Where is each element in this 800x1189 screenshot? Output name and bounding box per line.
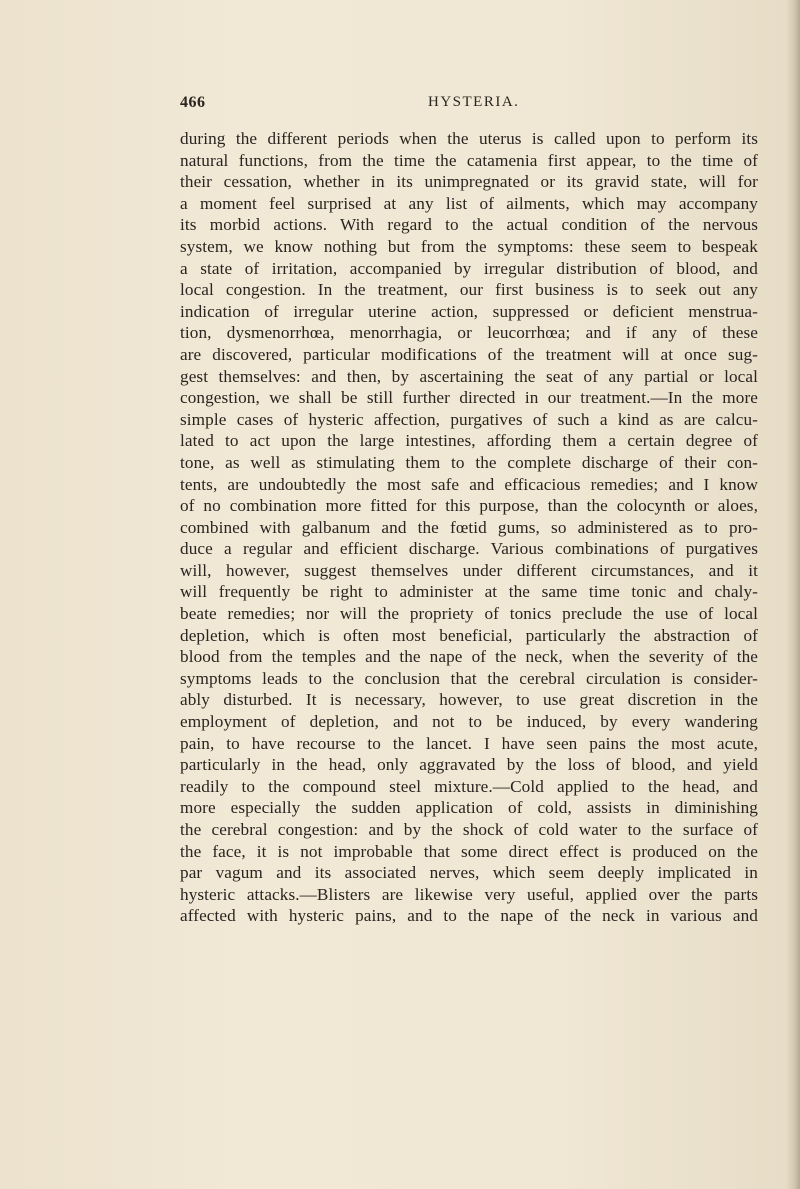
text-line: tents, are undoubtedly the most safe and efficacious remedies; and I know: [180, 474, 758, 494]
text-line: a state of irritation, accompanied by irregular distribution of blood, and: [180, 258, 758, 278]
text-line: gest themselves: and then, by ascertaining the seat of any partial or local: [180, 366, 758, 386]
text-line: during the different periods when the uterus is called upon to perform its: [180, 129, 758, 148]
text-line: combined with galbanum and the fœtid gums, so administered as to pro-: [180, 517, 758, 537]
text-line: are discovered, particular modifications of the treatment will at once sug-: [180, 344, 758, 364]
text-line: the face, it is not improbable that some direct effect is produced on the: [180, 841, 758, 861]
text-line: natural functions, from the time the catamenia first appear, to the time of: [180, 150, 758, 170]
text-line: par vagum and its associated nerves, which seem deeply implicated in: [180, 863, 758, 883]
text-line: their cessation, whether in its unimpregnated or its gravid state, will for: [180, 172, 758, 192]
text-line: tion, dysmenorrhœa, menorrhagia, or leucorrhœa; and if any of these: [180, 323, 758, 343]
text-line: beate remedies; nor will the propriety of tonics preclude the use of local: [180, 604, 758, 624]
text-line: depletion, which is often most beneficial, particularly the abstraction of: [180, 625, 758, 645]
text-line: tone, as well as stimulating them to the complete discharge of their con-: [180, 452, 758, 472]
text-line: the cerebral congestion: and by the shock of cold water to the surface of: [180, 820, 758, 839]
text-line: pain, to have recourse to the lancet. I have seen pains the most acute,: [180, 733, 758, 753]
text-line: readily to the compound steel mixture.—Cold applied to the head, and: [180, 776, 758, 796]
text-line: indication of irregular uterine action, suppressed or deficient menstrua-: [180, 301, 758, 321]
text-line: local congestion. In the treatment, our first business is to seek out any: [180, 280, 758, 300]
text-line: more especially the sudden application of cold, assists in diminishing: [180, 798, 758, 818]
text-line: lated to act upon the large intestines, affording them a certain degree of: [180, 431, 758, 451]
text-line: will frequently be right to administer at the same time tonic and chaly-: [180, 582, 758, 602]
running-head: HYSTERIA.: [428, 94, 520, 110]
text-line: of no combination more fitted for this purpose, than the colocynth or aloes,: [180, 496, 758, 516]
text-line: employment of depletion, and not to be induced, by every wandering: [180, 712, 758, 732]
text-line: congestion, we shall be still further directed in our treatment.—In the more: [180, 388, 758, 408]
text-line: particularly in the head, only aggravated by the loss of blood, and yield: [180, 755, 758, 775]
body-text: [180, 128, 758, 927]
page-edge-shadow: [786, 0, 800, 1189]
text-line: will, however, suggest themselves under different circumstances, and it: [180, 560, 758, 580]
text-line: ably disturbed. It is necessary, however, to use great discretion in the: [180, 690, 758, 710]
text-line: blood from the temples and the nape of the neck, when the severity of the: [180, 647, 758, 667]
page-header: [180, 94, 758, 116]
text-line: its morbid actions. With regard to the actual condition of the nervous: [180, 215, 758, 235]
text-line: simple cases of hysteric affection, purgatives of such a kind as are calcu-: [180, 409, 758, 429]
text-line: symptoms leads to the conclusion that the cerebral circulation is consider-: [180, 668, 758, 688]
text-line: hysteric attacks.—Blisters are likewise very useful, applied over the parts: [180, 884, 758, 904]
page-number: 466: [180, 94, 206, 111]
text-line: a moment feel surprised at any list of ailments, which may accompany: [180, 193, 758, 213]
text-line: system, we know nothing but from the symptoms: these seem to bespeak: [180, 236, 758, 256]
text-line: duce a regular and efficient discharge. Various combinations of purgatives: [180, 539, 758, 559]
text-line: affected with hysteric pains, and to the nape of the neck in various and: [180, 906, 758, 926]
